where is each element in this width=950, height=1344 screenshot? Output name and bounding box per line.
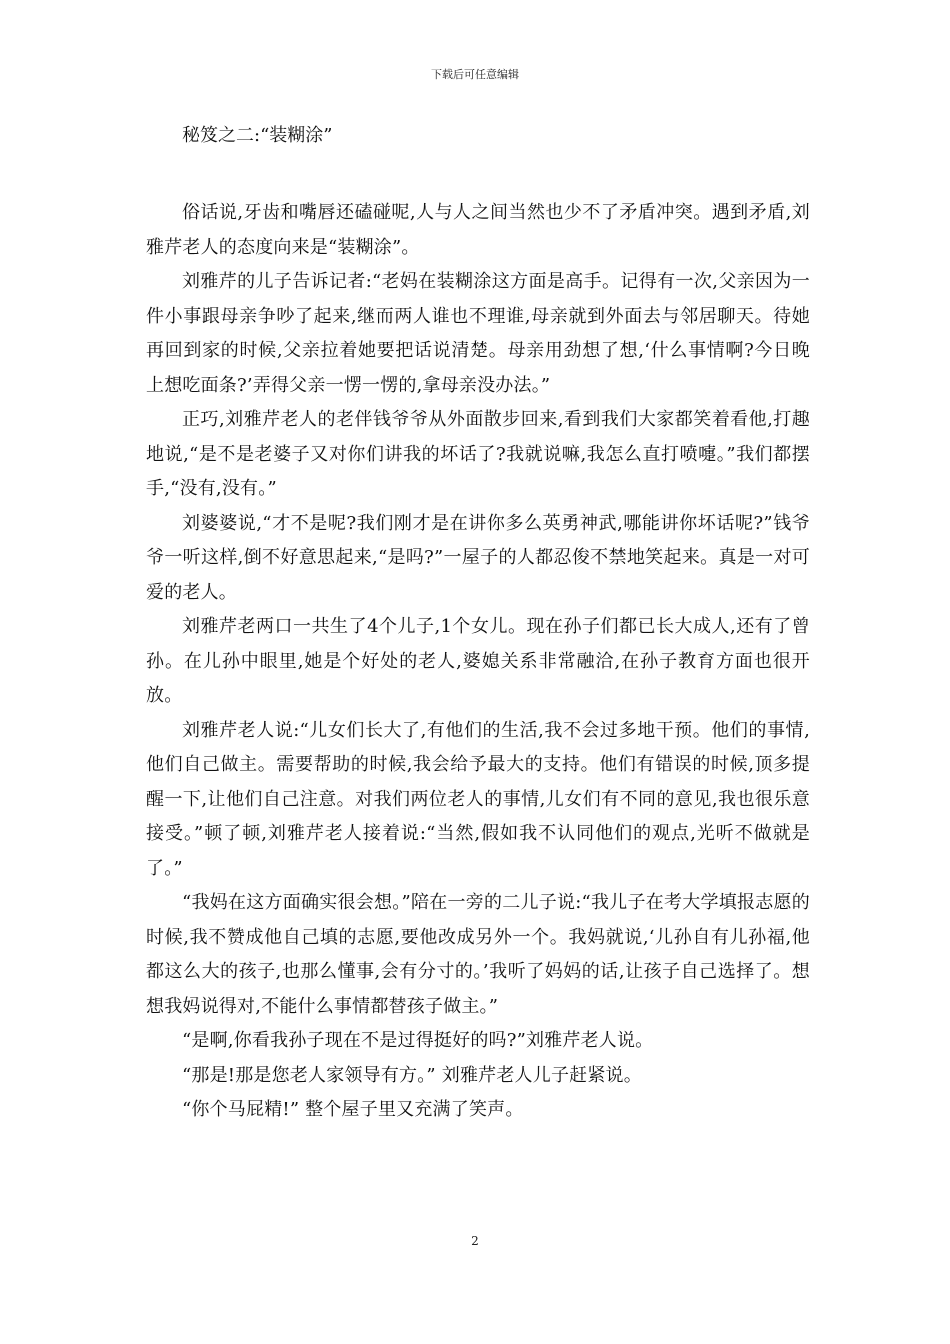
paragraph-10: “你个马屁精!” 整个屋子里又充满了笑声。: [182, 1099, 524, 1120]
section-spacer: [146, 158, 810, 196]
paragraph-9: “那是!那是您老人家领导有方。” 刘雅芹老人儿子赶紧说。: [182, 1064, 642, 1086]
paragraph-6: 刘雅芹老人说:“儿女们长大了,有他们的生活,我不会过多地干预。他们的事情,他们自己做主。需要帮助的时候,我会给予最大的支持。他们有错误的时候,顶多提醒一下,让他们自己注意。对我们两位老人的事情,儿女们有不同的意见,我也很乐意接受。”顿了顿,刘雅芹老人接着说:“当然,假如我不认同他们的观点,光听不做就是了。”: [146, 719, 810, 879]
paragraph-8: “是啊,你看我孙子现在不是过得挺好的吗?”刘雅芹老人说。: [182, 1030, 654, 1051]
page-number: 2: [471, 1234, 479, 1248]
page-header: 下载后可任意编辑: [431, 68, 519, 81]
paragraph-3: 正巧,刘雅芹老人的老伴钱爷爷从外面散步回来,看到我们大家都笑着看他,打趣地说,“是不是老婆子又对你们讲我的坏话了?我就说嘛,我怎么直打喷嚏。”我们都摆手,“没有,没有。”: [146, 409, 810, 499]
paragraph-2: 刘雅芹的儿子告诉记者:“老妈在装糊涂这方面是高手。记得有一次,父亲因为一件小事跟母亲争吵了起来,继而两人谁也不理谁,母亲就到外面去与邻居聊天。待她再回到家的时候,父亲拉着她要把话说清楚。母亲用劲想了想,‘什么事情啊?今日晚上想吃面条?’弄得父亲一愣一愣的,拿母亲没办法。”: [146, 271, 810, 396]
paragraph-1: 俗话说,牙齿和嘴唇还磕碰呢,人与人之间当然也少不了矛盾冲突。遇到矛盾,刘雅芹老人的态度向来是“装糊涂”。: [146, 202, 810, 258]
paragraph-5: 刘雅芹老两口一共生了4个儿子,1个女儿。现在孙子们都已长大成人,还有了曾孙。在儿孙中眼里,她是个好处的老人,婆媳关系非常融洽,在孙子教育方面也很开放。: [146, 616, 810, 706]
paragraph-7: “我妈在这方面确实很会想。”陪在一旁的二儿子说:“我儿子在考大学填报志愿的时候,我不赞成他自己填的志愿,要他改成另外一个。我妈就说,‘儿孙自有儿孙福,他都这么大的孩子,也那么懂事,会有分寸的。’我听了妈妈的话,让孩子自己选择了。想想我妈说得对,不能什么事情都替孩子做主。”: [146, 892, 810, 1017]
section-title: 秘笈之二:“装糊涂”: [182, 125, 333, 146]
document-body: [146, 118, 810, 1128]
paragraph-4: 刘婆婆说,“才不是呢?我们刚才是在讲你多么英勇神武,哪能讲你坏话呢?”钱爷爷一听这样,倒不好意思起来,“是吗?”一屋子的人都忍俊不禁地笑起来。真是一对可爱的老人。: [146, 512, 810, 603]
